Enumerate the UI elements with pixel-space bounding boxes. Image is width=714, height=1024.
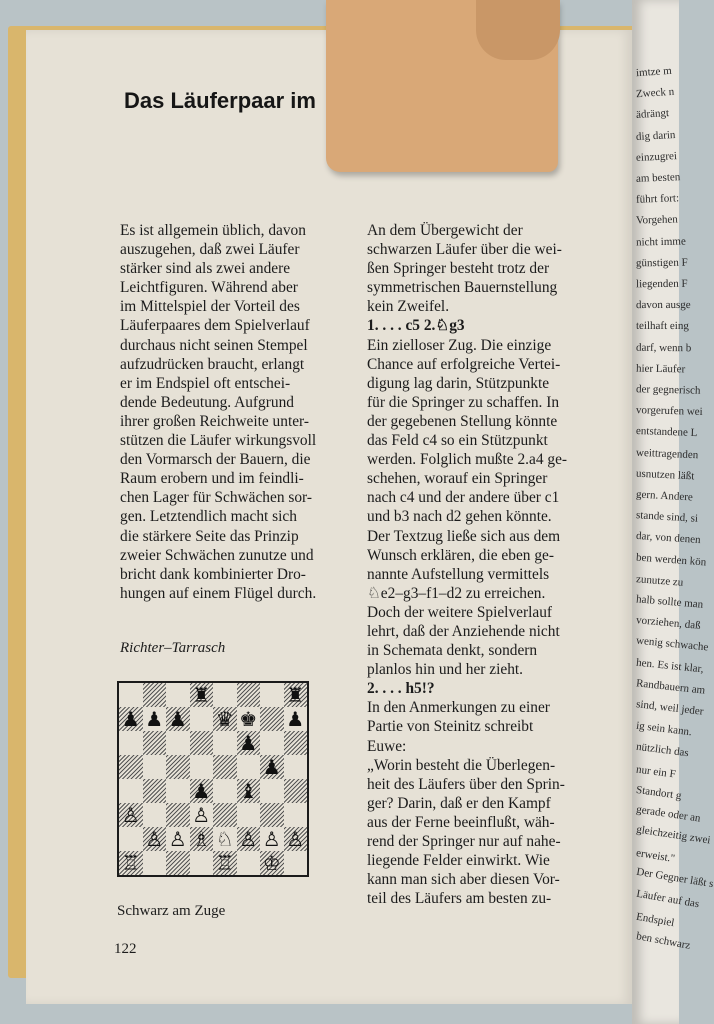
bookmark (326, 0, 558, 172)
board-square (143, 755, 167, 779)
chess-diagram (117, 681, 309, 877)
chess-piece-icon: ♔ (262, 851, 281, 875)
text-line: Ein zielloser Zug. Die einzige (367, 336, 552, 354)
text-line: das Feld c4 so ein Stützpunkt (367, 432, 548, 450)
facing-page-text: Der Gegner läßt s (635, 865, 714, 890)
board-square (166, 707, 190, 731)
chess-piece-icon: ♖ (215, 851, 234, 875)
facing-page-text: usnutzen läßt (635, 467, 695, 483)
text-line: ßen Springer besteht trotz der (367, 260, 550, 278)
text-line: „Worin besteht die Überlegen- (367, 756, 556, 774)
text-line: stärker sind als zwei andere (120, 260, 291, 278)
chess-piece-icon: ♙ (239, 827, 258, 851)
board-square (260, 851, 284, 875)
facing-page-text: stande sind, si (635, 509, 699, 525)
facing-page-text: ädrängt (635, 107, 670, 122)
text-line: in Schemata denkt, sondern (367, 642, 538, 660)
facing-page-text: vorziehen, daß (635, 614, 702, 633)
chess-piece-icon: ♙ (286, 827, 305, 851)
text-line: liegende Felder einwirkt. Wie (367, 852, 550, 870)
facing-page-text: wenig schwache (635, 634, 709, 654)
text-line: rend der Springer nur auf nahe- (367, 833, 561, 850)
chess-piece-icon: ♜ (192, 683, 211, 707)
facing-page-text: dar, von denen (635, 530, 701, 547)
page-number: 122 (114, 941, 137, 957)
text-line: nach c4 und der andere über c1 (367, 489, 560, 507)
text-line: hungen auf einem Flügel durch. (120, 584, 317, 602)
facing-page-text: davon ausge (635, 299, 691, 312)
text-line: schwarzen Läufer über die wei- (367, 241, 562, 259)
text-line: heit des Läufers über den Sprin- (367, 775, 565, 793)
board-square (284, 707, 308, 731)
board-square (166, 779, 190, 803)
facing-page-text: weittragenden (635, 446, 699, 461)
text-line: ger? Darin, daß er den Kampf (367, 794, 551, 812)
board-square (143, 827, 167, 851)
board-square (166, 803, 190, 827)
text-line: Leichtfiguren. Während aber (120, 279, 298, 297)
board-square (213, 851, 237, 875)
board-square (213, 731, 237, 755)
board-square (143, 731, 167, 755)
facing-page-text: nicht imme (635, 235, 686, 249)
facing-page-text: einzugrei (635, 149, 678, 164)
board-square (143, 803, 167, 827)
chess-piece-icon: ♟ (168, 707, 187, 731)
chess-piece-icon: ♙ (262, 827, 281, 851)
chess-piece-icon: ♜ (286, 683, 305, 707)
board-square (260, 683, 284, 707)
facing-page-text: vorgerufen wei (635, 404, 703, 419)
chess-piece-icon: ♙ (168, 827, 187, 851)
text-line: Euwe: (367, 737, 407, 755)
facing-page-text: Vorgehen (635, 213, 678, 227)
board-square (213, 803, 237, 827)
text-line: ihrer großen Reichweite unter- (120, 412, 310, 430)
board-square (284, 683, 308, 707)
board-square (143, 683, 167, 707)
facing-page-text: zunutze zu (635, 572, 684, 589)
facing-page-text: Endspiel (635, 910, 676, 930)
facing-page-text: hen. Es ist klar, (635, 656, 705, 675)
board-square (190, 779, 214, 803)
text-line: der gegebenen Stellung könnte (367, 412, 558, 430)
chess-piece-icon: ♘ (215, 827, 234, 851)
chapter-heading: Das Läuferpaar im (124, 88, 316, 113)
text-line: lehrt, daß der Anziehende nicht (367, 622, 560, 640)
text-line: nannte Aufstellung vermittels (367, 565, 550, 583)
game-title: Richter–Tarrasch (120, 640, 226, 656)
text-line: bricht dank kombinierter Dro- (120, 565, 306, 583)
board-square (213, 683, 237, 707)
chess-piece-icon: ♟ (239, 731, 258, 755)
board-square (119, 827, 143, 851)
board-square (284, 827, 308, 851)
text-line: dende Bedeutung. Aufgrund (120, 393, 294, 411)
board-square (284, 755, 308, 779)
chess-piece-icon: ♟ (192, 779, 211, 803)
board-square (284, 851, 308, 875)
board-square (237, 851, 261, 875)
text-line: Partie von Steinitz schreibt (367, 718, 534, 736)
text-line: zweier Schwächen zunutze und (120, 546, 314, 564)
text-line: im Mittelspiel der Vorteil des (120, 298, 300, 316)
chess-piece-icon: ♙ (145, 827, 164, 851)
chess-piece-icon: ♟ (262, 755, 281, 779)
board-square (143, 779, 167, 803)
text-line: stützen die Läufer wirkungsvoll (120, 432, 317, 450)
chess-piece-icon: ♙ (192, 803, 211, 827)
left-text-column (120, 221, 356, 603)
facing-page-text: ben werden kön (635, 551, 707, 569)
diagram-caption: Schwarz am Zuge (117, 903, 226, 919)
chess-piece-icon: ♟ (121, 707, 140, 731)
text-line: ♘e2–g3–f1–d2 zu erreichen. (367, 584, 546, 602)
board-square (213, 707, 237, 731)
board-square (260, 707, 284, 731)
board-square (213, 779, 237, 803)
board-square (119, 683, 143, 707)
facing-page-text: gleichzeitig zwei (635, 823, 712, 847)
board-square (237, 803, 261, 827)
board-square (284, 779, 308, 803)
board-square (260, 731, 284, 755)
facing-page-text: Läufer auf das (635, 887, 701, 911)
facing-page-text: entstandene L (635, 425, 698, 440)
book-page-right (632, 0, 714, 1024)
chess-piece-icon: ♚ (239, 707, 258, 731)
text-line: den Vormarsch der Bauern, die (120, 451, 311, 469)
text-line: aus der Ferne beeinflußt, wäh- (367, 813, 555, 831)
text-line: Raum erobern und im feindli- (120, 470, 304, 488)
board-square (237, 707, 261, 731)
chess-piece-icon: ♖ (121, 851, 140, 875)
board-square (119, 779, 143, 803)
chess-piece-icon: ♗ (192, 827, 211, 851)
text-line: An dem Übergewicht der (367, 222, 523, 239)
board-square (237, 731, 261, 755)
facing-page-text: liegenden F (635, 277, 688, 291)
board-square (237, 683, 261, 707)
text-line: für die Springer zu schaffen. In (367, 393, 560, 411)
board-square (190, 827, 214, 851)
facing-page-text: günstigen F (635, 256, 688, 270)
text-line: durchaus nicht seinen Stempel (120, 336, 308, 354)
facing-page-text: gerade oder an (635, 803, 702, 825)
facing-page-text: Zweck n (635, 85, 675, 101)
facing-page-text: halb sollte man (635, 593, 704, 611)
board-square (213, 827, 237, 851)
text-line: planlos hin und her zieht. (367, 661, 524, 679)
board-square (213, 755, 237, 779)
right-text-column (367, 221, 629, 908)
text-line: Läuferpaares dem Spielverlauf (120, 317, 310, 335)
board-square (166, 683, 190, 707)
text-line: teil des Läufers am besten zu- (367, 890, 552, 908)
text-line: digung lag darin, Stützpunkte (367, 374, 550, 392)
text-line: auszugehen, daß zwei Läufer (120, 241, 300, 259)
board-square (190, 851, 214, 875)
text-line: Es ist allgemein üblich, davon (120, 222, 306, 239)
board-square (237, 779, 261, 803)
chess-piece-icon: ♝ (239, 779, 258, 803)
facing-page-text: teilhaft eing (635, 320, 689, 333)
board-square (119, 803, 143, 827)
board-square (190, 755, 214, 779)
text-line: gen. Letztendlich macht sich (120, 508, 297, 526)
text-line: Doch der weitere Spielverlauf (367, 603, 553, 621)
facing-page-text: darf, wenn b (635, 341, 692, 354)
text-line: In den Anmerkungen zu einer (367, 699, 550, 717)
board-square (190, 731, 214, 755)
facing-page-text: sind, weil jeder (635, 698, 704, 718)
bookmark-notch (476, 0, 560, 60)
board-square (190, 683, 214, 707)
text-line: kann man sich aber diesen Vor- (367, 871, 560, 889)
facing-page-text: am besten (635, 171, 681, 185)
board-square (166, 731, 190, 755)
text-line: Chance auf erfolgreiche Vertei- (367, 355, 561, 373)
board-square (284, 731, 308, 755)
text-line: und b3 nach d2 gehen könnte. (367, 508, 552, 526)
chess-piece-icon: ♟ (145, 707, 164, 731)
text-line: werden. Folglich mußte 2.a4 ge- (367, 451, 568, 469)
facing-page-text: führt fort: (635, 192, 680, 206)
board-square (119, 731, 143, 755)
board-square (166, 755, 190, 779)
text-line: die stärkere Seite das Prinzip (120, 527, 299, 545)
facing-page-text: nützlich das (635, 741, 690, 760)
text-line: Wunsch erklären, die eben ge- (367, 546, 554, 564)
facing-page-text: nur ein F (635, 763, 677, 781)
text-line: kein Zweifel. (367, 298, 450, 316)
board-square (119, 851, 143, 875)
facing-page-text: ig sein kann. (635, 719, 693, 739)
facing-page-text: erweist." (635, 847, 676, 866)
chess-piece-icon: ♛ (215, 707, 234, 731)
chess-piece-icon: ♟ (286, 707, 305, 731)
board-square (119, 755, 143, 779)
board-square (166, 851, 190, 875)
facing-page-text: Standort g (635, 783, 683, 802)
board-square (260, 779, 284, 803)
text-line: symmetrischen Bauernstellung (367, 279, 558, 297)
board-square (190, 803, 214, 827)
facing-page-text: der gegnerisch (635, 383, 701, 397)
board-square (143, 707, 167, 731)
board-square (119, 707, 143, 731)
board-square (260, 803, 284, 827)
board-square (166, 827, 190, 851)
board-square (260, 827, 284, 851)
facing-page-text: Randbauern am (635, 677, 706, 697)
move-line: 1. . . . c5 2.♘g3 (367, 317, 465, 335)
board-square (190, 707, 214, 731)
board-square (237, 755, 261, 779)
board-square (143, 851, 167, 875)
facing-page-text: hier Läufer (635, 362, 686, 376)
board-square (284, 803, 308, 827)
text-line: er im Endspiel oft entschei- (120, 374, 291, 392)
facing-page-text: imtze m (635, 64, 673, 80)
chess-piece-icon: ♙ (121, 803, 140, 827)
board-square (260, 755, 284, 779)
facing-page-text: ben schwarz (635, 930, 692, 953)
text-line: schehen, worauf ein Springer (367, 470, 548, 488)
board-square (237, 827, 261, 851)
text-line: chen Lager für Schwächen sor- (120, 489, 312, 507)
text-line: aufzudrücken braucht, erlangt (120, 355, 305, 373)
text-line: Der Textzug ließe sich aus dem (367, 527, 561, 545)
move-line: 2. . . . h5!? (367, 680, 435, 698)
facing-page-text: dig darin (635, 128, 676, 143)
facing-page-text: gern. Andere (635, 488, 694, 504)
